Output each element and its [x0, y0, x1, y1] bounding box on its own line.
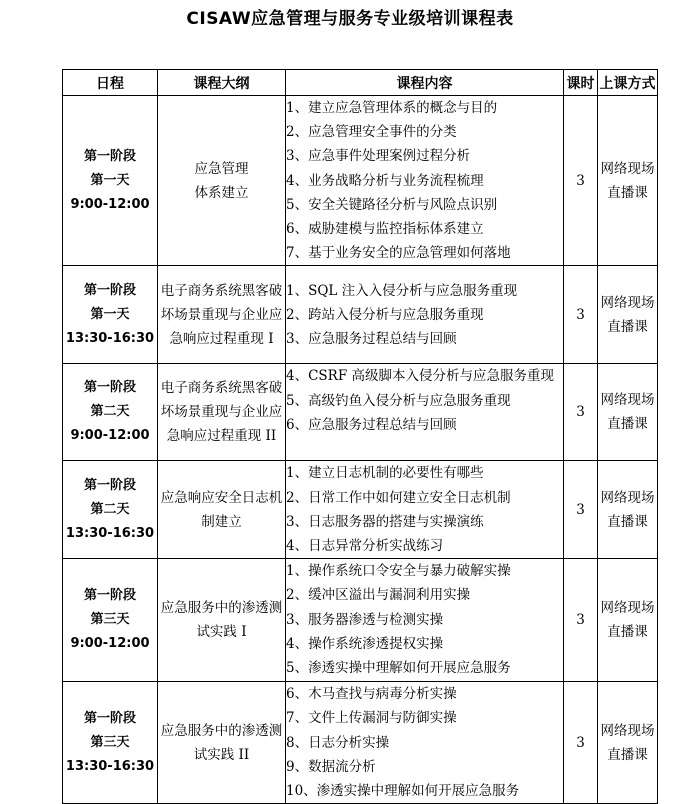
hours-cell: 3 [564, 96, 598, 266]
mode-line1: 网络现场 [600, 489, 655, 506]
stage-label: 第一阶段 [83, 710, 136, 726]
content-cell [286, 96, 564, 266]
day-label: 第一天 [90, 172, 130, 188]
hours-cell: 3 [564, 559, 598, 682]
mode-line1: 网络现场 [600, 722, 655, 739]
hours-cell: 3 [564, 266, 598, 364]
mode-line2: 直播课 [607, 184, 648, 201]
content-item: 2、应急管理安全事件的分类 [286, 124, 457, 141]
schedule-table [62, 69, 658, 804]
content-item: 6、木马查找与病毒分析实操 [286, 686, 457, 703]
table-row [63, 682, 658, 804]
content-item: 3、日志服务器的搭建与实操演练 [286, 513, 484, 530]
content-item: 4、日志异常分析实战练习 [286, 538, 444, 555]
day-label: 第三天 [90, 612, 130, 628]
content-cell [286, 559, 564, 682]
content-item: 7、基于业务安全的应急管理如何落地 [286, 245, 511, 262]
table-row [63, 364, 658, 461]
content-item: 10、渗透实操中理解如何开展应急服务 [286, 783, 520, 800]
outline-cell: 电子商务系统黑客破坏场景重现与企业应急响应过程重现 I [158, 266, 286, 364]
stage-label: 第一阶段 [83, 588, 136, 604]
content-item: 2、缓冲区溢出与漏洞利用实操 [286, 587, 471, 604]
mode-cell [598, 559, 658, 682]
content-item: 2、日常工作中如何建立安全日志机制 [286, 489, 511, 506]
schedule-cell [63, 266, 158, 364]
time-label: 9:00-12:00 [70, 428, 150, 444]
page-title: CISAW应急管理与服务专业级培训课程表 [186, 9, 514, 29]
hours-cell: 3 [564, 364, 598, 461]
mode-cell [598, 461, 658, 559]
mode-line2: 直播课 [607, 416, 648, 433]
outline-cell: 应急响应安全日志机制建立 [158, 461, 286, 559]
header-schedule: 日程 [63, 70, 158, 96]
stage-label: 第一阶段 [83, 282, 136, 298]
content-cell [286, 364, 564, 461]
time-label: 13:30-16:30 [65, 330, 155, 346]
header-content: 课程内容 [286, 70, 564, 96]
day-label: 第二天 [90, 501, 130, 517]
table-row [63, 559, 658, 682]
content-item: 4、操作系统渗透提权实操 [286, 635, 444, 652]
day-label: 第一天 [90, 306, 130, 322]
mode-line2: 直播课 [607, 318, 648, 335]
outline-text: 应急管理 体系建立 [194, 160, 249, 201]
outline-cell: 应急服务中的渗透测试实践 II [158, 682, 286, 804]
mode-line2: 直播课 [607, 624, 648, 641]
header-mode: 上课方式 [598, 70, 658, 96]
content-cell [286, 682, 564, 804]
content-item: 1、SQL 注入入侵分析与应急服务重现 [286, 282, 518, 299]
table-row [63, 266, 658, 364]
day-label: 第二天 [90, 404, 130, 420]
content-item: 7、文件上传漏洞与防御实操 [286, 710, 457, 727]
content-item: 9、数据流分析 [286, 758, 376, 775]
mode-cell [598, 96, 658, 266]
content-item: 1、操作系统口令安全与暴力破解实操 [286, 563, 511, 580]
stage-label: 第一阶段 [83, 477, 136, 493]
time-label: 9:00-12:00 [70, 196, 150, 212]
header-hours: 课时 [564, 70, 598, 96]
content-item: 8、日志分析实操 [286, 734, 390, 751]
mode-line1: 网络现场 [600, 294, 655, 311]
schedule-cell [63, 364, 158, 461]
mode-line1: 网络现场 [600, 600, 655, 617]
content-item: 4、CSRF 高级脚本入侵分析与应急服务重现 [286, 368, 554, 385]
schedule-cell [63, 559, 158, 682]
time-label: 13:30-16:30 [65, 525, 155, 541]
mode-line2: 直播课 [607, 513, 648, 530]
content-item: 1、建立应急管理体系的概念与目的 [286, 100, 498, 116]
mode-line2: 直播课 [607, 746, 648, 763]
content-item: 4、业务战略分析与业务流程梳理 [286, 172, 484, 189]
header-row [63, 70, 658, 96]
schedule-cell [63, 96, 158, 266]
content-item: 3、应急事件处理案例过程分析 [286, 148, 471, 165]
content-item: 5、安全关键路径分析与风险点识别 [286, 196, 498, 213]
hours-cell: 3 [564, 461, 598, 559]
mode-cell [598, 364, 658, 461]
header-outline: 课程大纲 [158, 70, 286, 96]
mode-line1: 网络现场 [600, 392, 655, 409]
table-row [63, 96, 658, 266]
content-item: 6、威胁建模与监控指标体系建立 [286, 221, 484, 238]
mode-cell [598, 266, 658, 364]
content-item: 5、渗透实操中理解如何开展应急服务 [286, 660, 511, 677]
stage-label: 第一阶段 [83, 148, 136, 164]
content-cell [286, 266, 564, 364]
schedule-cell [63, 461, 158, 559]
content-item: 3、服务器渗透与检测实操 [286, 611, 444, 628]
hours-cell: 3 [564, 682, 598, 804]
content-item: 2、跨站入侵分析与应急服务重现 [286, 306, 484, 323]
time-label: 9:00-12:00 [70, 636, 150, 652]
content-cell [286, 461, 564, 559]
schedule-cell [63, 682, 158, 804]
outline-cell [158, 96, 286, 266]
content-item: 3、应急服务过程总结与回顾 [286, 331, 457, 348]
time-label: 13:30-16:30 [65, 758, 155, 774]
mode-cell [598, 682, 658, 804]
outline-cell: 电子商务系统黑客破坏场景重现与企业应急响应过程重现 II [158, 364, 286, 461]
table-row [63, 461, 658, 559]
content-item: 6、应急服务过程总结与回顾 [286, 416, 457, 433]
day-label: 第三天 [90, 734, 130, 750]
stage-label: 第一阶段 [83, 380, 136, 396]
content-item: 1、建立日志机制的必要性有哪些 [286, 465, 484, 482]
outline-cell: 应急服务中的渗透测试实践 I [158, 559, 286, 682]
content-item: 5、高级钓鱼入侵分析与应急服务重现 [286, 392, 511, 409]
mode-line1: 网络现场 [600, 160, 655, 177]
